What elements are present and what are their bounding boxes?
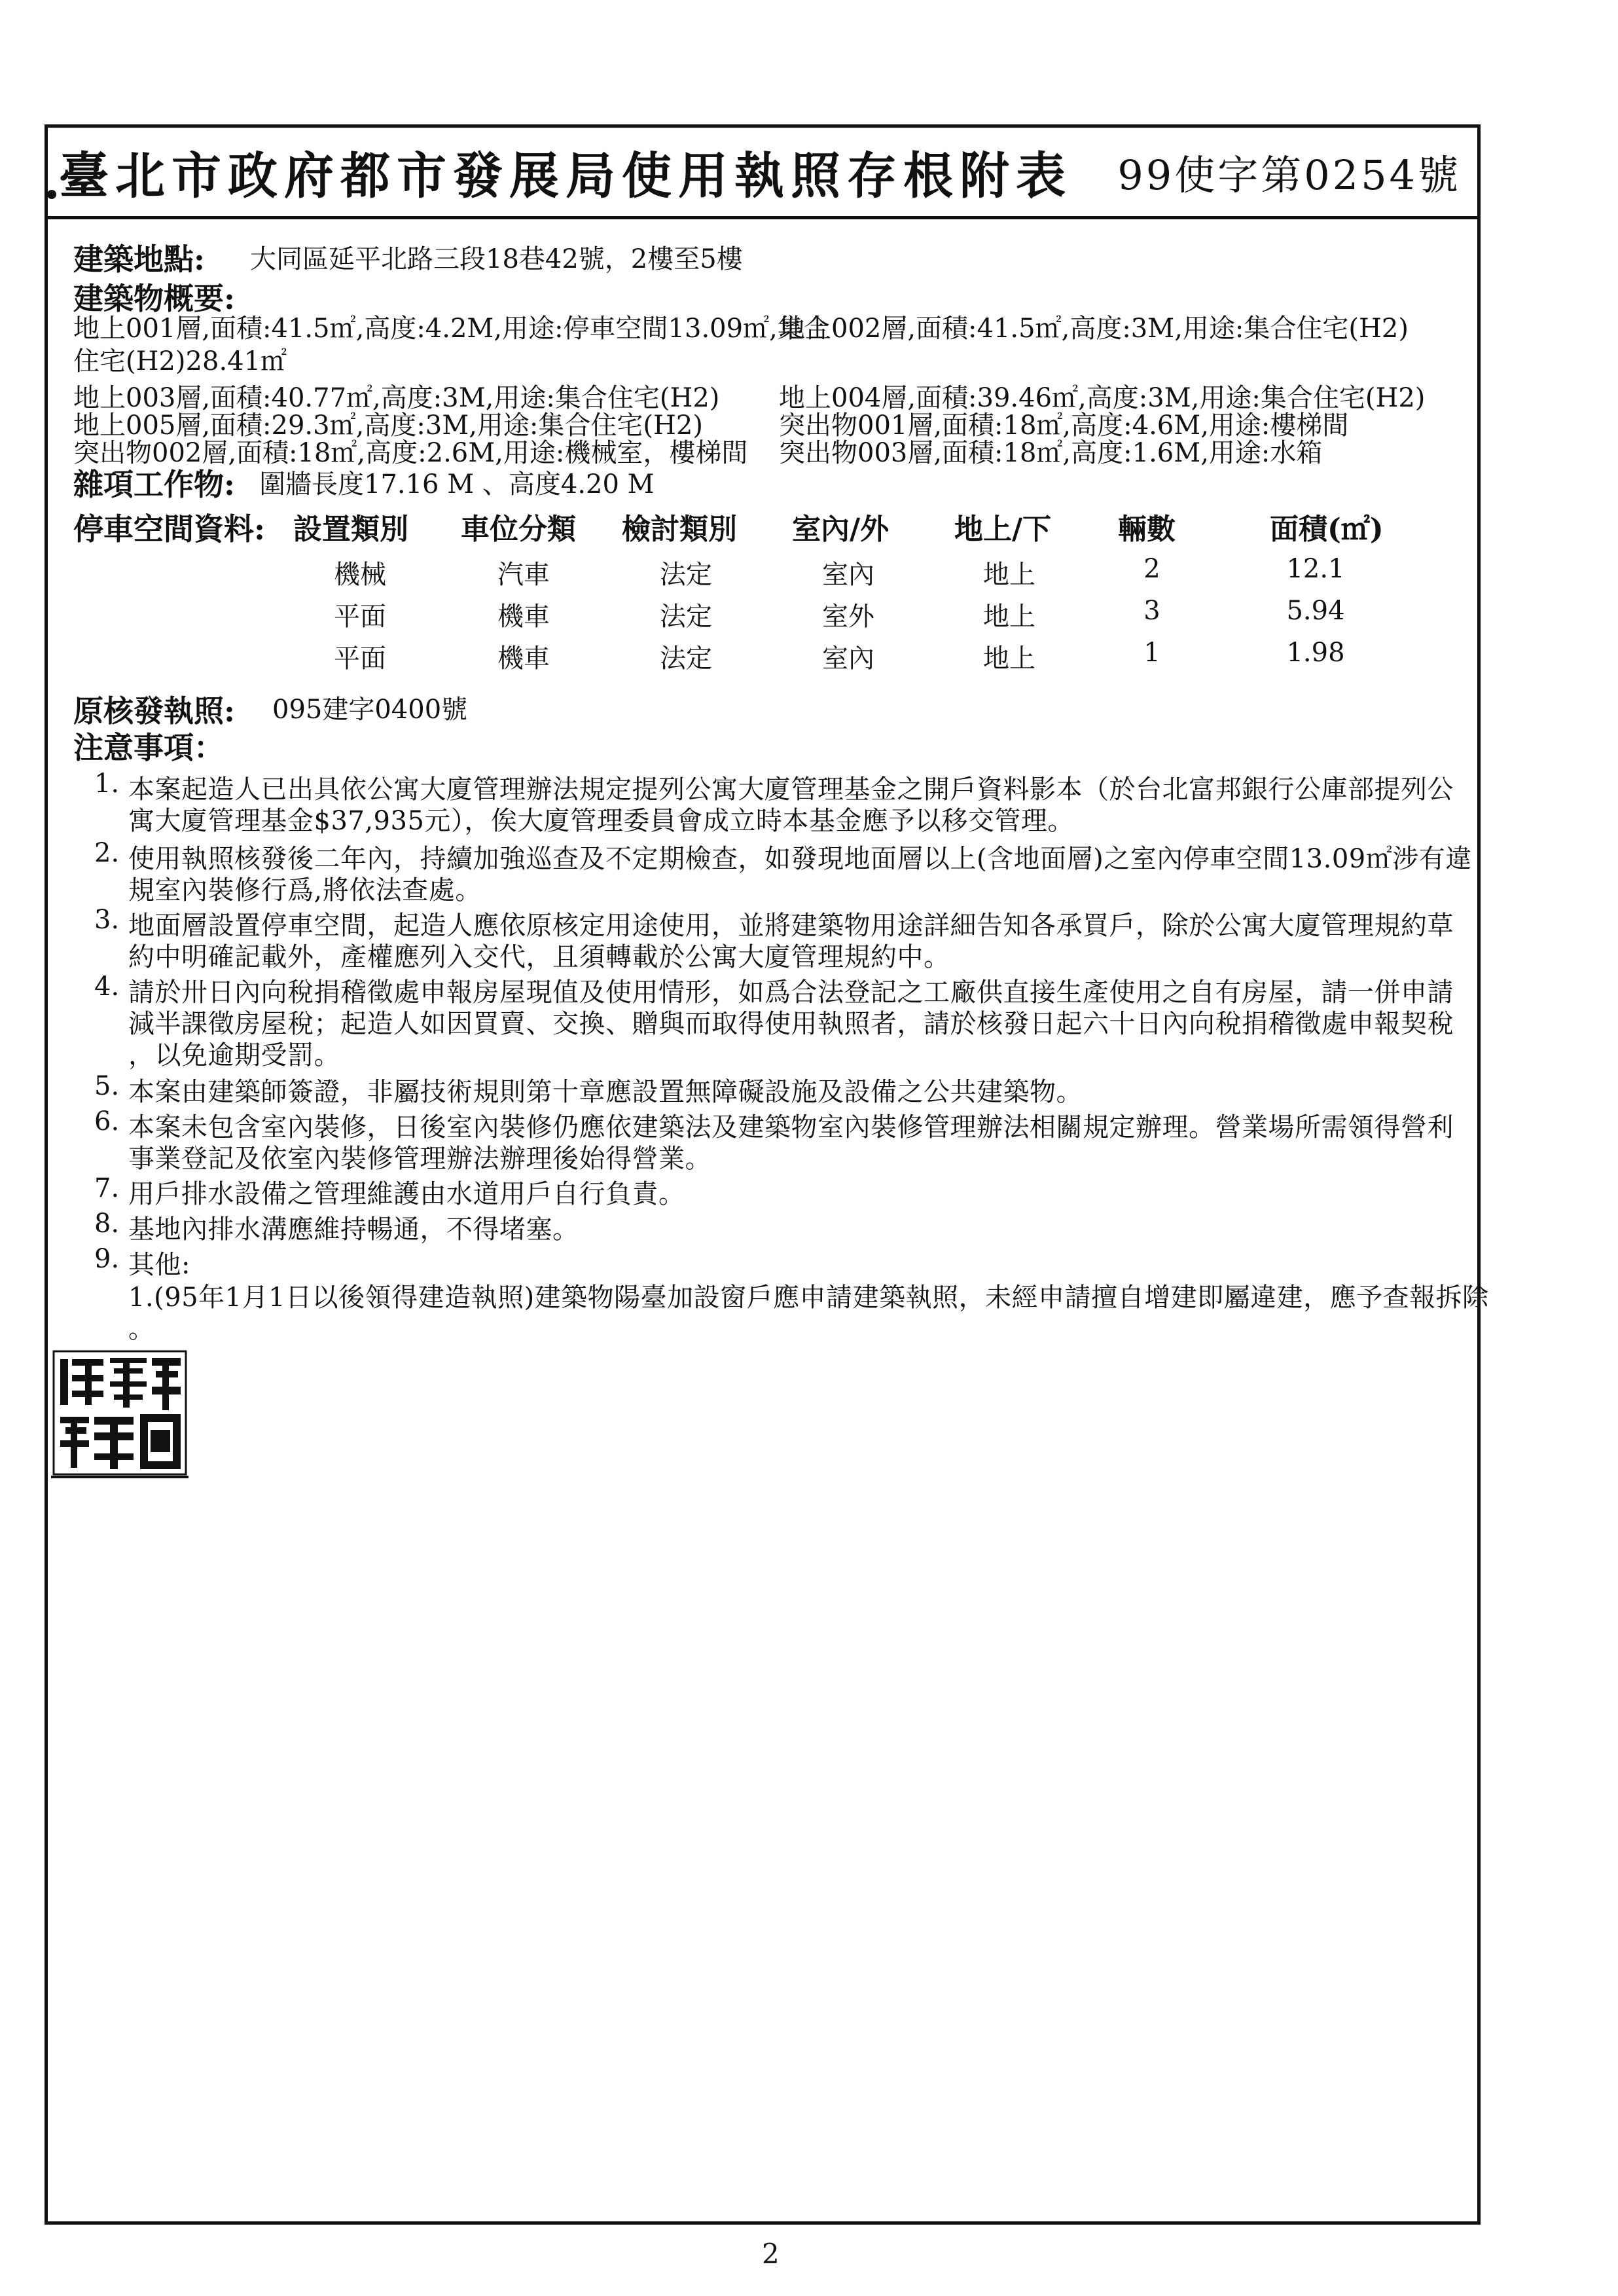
overview-label: 建築物概要: — [73, 281, 235, 316]
notices-label: 注意事項： — [73, 730, 224, 765]
parking-header-cell: 室內/外 — [792, 513, 890, 546]
original-permit-label: 原核發執照: — [73, 693, 235, 729]
notice-number: 6. — [94, 1106, 120, 1137]
parking-header-cell: 設置類別 — [293, 513, 408, 546]
original-permit-value: 095建字0400號 — [272, 695, 468, 725]
parking-cell: 2 — [1143, 554, 1160, 584]
document-title: 臺北市政府都市發展局使用執照存根附表 — [59, 147, 1072, 205]
overview-line: 住宅(H2)28.41㎡ — [73, 346, 287, 376]
title-bullet-icon — [47, 190, 56, 199]
notice-other-line: 。 — [128, 1314, 155, 1344]
page-number: 2 — [762, 2238, 780, 2270]
title-rule — [45, 216, 1481, 219]
parking-label: 停車空間資料: — [73, 511, 265, 547]
notice-other-line: 1.(95年1月1日以後領得建造執照)建築物陽臺加設窗戶應申請建築執照，未經申請擅自增建即屬違建，應予查報拆除 — [128, 1283, 1489, 1313]
overview-line: 地上001層,面積:41.5㎡,高度:4.2M,用途:停車空間13.09㎡,集合 — [73, 314, 830, 344]
notice-line: 其他: — [128, 1250, 190, 1280]
parking-cell: 室外 — [822, 602, 874, 632]
parking-cell: 汽車 — [497, 560, 550, 590]
notice-line: ，以免逾期受罰。 — [128, 1040, 340, 1070]
parking-cell: 法定 — [660, 644, 712, 674]
overview-line: 地上005層,面積:29.3㎡,高度:3M,用途:集合住宅(H2) — [73, 410, 703, 441]
parking-cell: 法定 — [660, 602, 712, 632]
notice-line: 寓大廈管理基金$37,935元），俟大廈管理委員會成立時本基金應予以移交管理。 — [128, 806, 1074, 836]
notice-line: 規室內裝修行爲,將依法查處。 — [128, 875, 482, 905]
parking-cell: 地上 — [983, 644, 1035, 674]
notice-line: 本案起造人已出具依公寓大廈管理辦法規定提列公寓大廈管理基金之開戶資料影本（於台北富邦銀行公庫部提列公 — [128, 774, 1454, 805]
parking-cell: 3 — [1143, 596, 1160, 626]
seal-stamp-icon — [51, 1349, 189, 1480]
notice-line: 地面層設置停車空間，起造人應依原核定用途使用，並將建築物用途詳細告知各承買戶，除於公寓大廈管理規約草 — [128, 911, 1454, 941]
notice-number: 1. — [94, 769, 120, 799]
parking-cell: 地上 — [983, 602, 1035, 632]
misc-label: 雜項工作物: — [73, 467, 235, 502]
parking-cell: 機械 — [334, 560, 386, 590]
parking-cell: 5.94 — [1286, 596, 1345, 626]
notice-line: 使用執照核發後二年內，持續加強巡查及不定期檢查，如發現地面層以上(含地面層)之室內停車空間13.09㎡涉有違 — [128, 844, 1472, 874]
notice-number: 2. — [94, 838, 120, 868]
notice-number: 7. — [94, 1173, 120, 1203]
parking-cell: 1.98 — [1286, 638, 1345, 668]
parking-header-cell: 面積(㎡) — [1270, 513, 1384, 546]
parking-cell: 機車 — [497, 644, 550, 674]
overview-line: 地上003層,面積:40.77㎡,高度:3M,用途:集合住宅(H2) — [73, 383, 720, 413]
parking-cell: 法定 — [660, 560, 712, 590]
misc-value: 圍牆長度17.16 M 、高度4.20 M — [259, 469, 655, 500]
notice-number: 9. — [94, 1244, 120, 1274]
notice-line: 減半課徵房屋稅；起造人如因買賣、交換、贈與而取得使用執照者，請於核發日起六十日內向稅捐稽徵處申報契稅 — [128, 1009, 1454, 1039]
overview-line: 突出物002層,面積:18㎡,高度:2.6M,用途:機械室，樓梯間 — [73, 438, 748, 468]
notice-line: 基地內排水溝應維持暢通，不得堵塞。 — [128, 1214, 579, 1245]
notice-line: 本案由建築師簽證，非屬技術規則第十章應設置無障礙設施及設備之公共建築物。 — [128, 1077, 1083, 1107]
overview-line: 突出物001層,面積:18㎡,高度:4.6M,用途:樓梯間 — [779, 410, 1349, 441]
notice-number: 8. — [94, 1209, 120, 1239]
notice-line: 約中明確記載外，產權應列入交代，且須轉載於公寓大廈管理規約中。 — [128, 942, 950, 972]
overview-line: 地上004層,面積:39.46㎡,高度:3M,用途:集合住宅(H2) — [779, 383, 1426, 413]
overview-line: 地上002層,面積:41.5㎡,高度:3M,用途:集合住宅(H2) — [779, 314, 1409, 344]
parking-cell: 1 — [1143, 638, 1160, 668]
parking-header-cell: 地上/下 — [954, 513, 1052, 546]
site-label: 建築地點: — [73, 242, 205, 277]
parking-cell: 12.1 — [1286, 554, 1345, 584]
parking-header-cell: 車位分類 — [461, 513, 576, 546]
notice-line: 請於卅日內向稅捐稽徵處申報房屋現值及使用情形，如爲合法登記之工廠供直接生產使用之自有房屋，請一併申請 — [128, 977, 1454, 1008]
parking-cell: 室內 — [822, 644, 874, 674]
parking-header-cell: 輛數 — [1118, 513, 1176, 546]
notice-number: 3. — [94, 905, 120, 935]
notice-number: 5. — [94, 1071, 120, 1101]
overview-line: 突出物003層,面積:18㎡,高度:1.6M,用途:水箱 — [779, 438, 1323, 468]
parking-cell: 平面 — [334, 602, 386, 632]
parking-cell: 地上 — [983, 560, 1035, 590]
notice-number: 4. — [94, 972, 120, 1002]
notice-line: 事業登記及依室內裝修管理辦法辦理後始得營業。 — [128, 1144, 711, 1174]
notice-line: 本案未包含室內裝修，日後室內裝修仍應依建築法及建築物室內裝修管理辦法相關規定辦理。營業場所需領得營利 — [128, 1112, 1454, 1142]
site-value: 大同區延平北路三段18巷42號，2樓至5樓 — [250, 244, 743, 274]
permit-number: 99使字第0254號 — [1117, 151, 1461, 199]
parking-cell: 機車 — [497, 602, 550, 632]
parking-header-cell: 檢討類別 — [622, 513, 737, 546]
notice-line: 用戶排水設備之管理維護由水道用戶自行負責。 — [128, 1179, 685, 1209]
parking-cell: 室內 — [822, 560, 874, 590]
parking-cell: 平面 — [334, 644, 386, 674]
